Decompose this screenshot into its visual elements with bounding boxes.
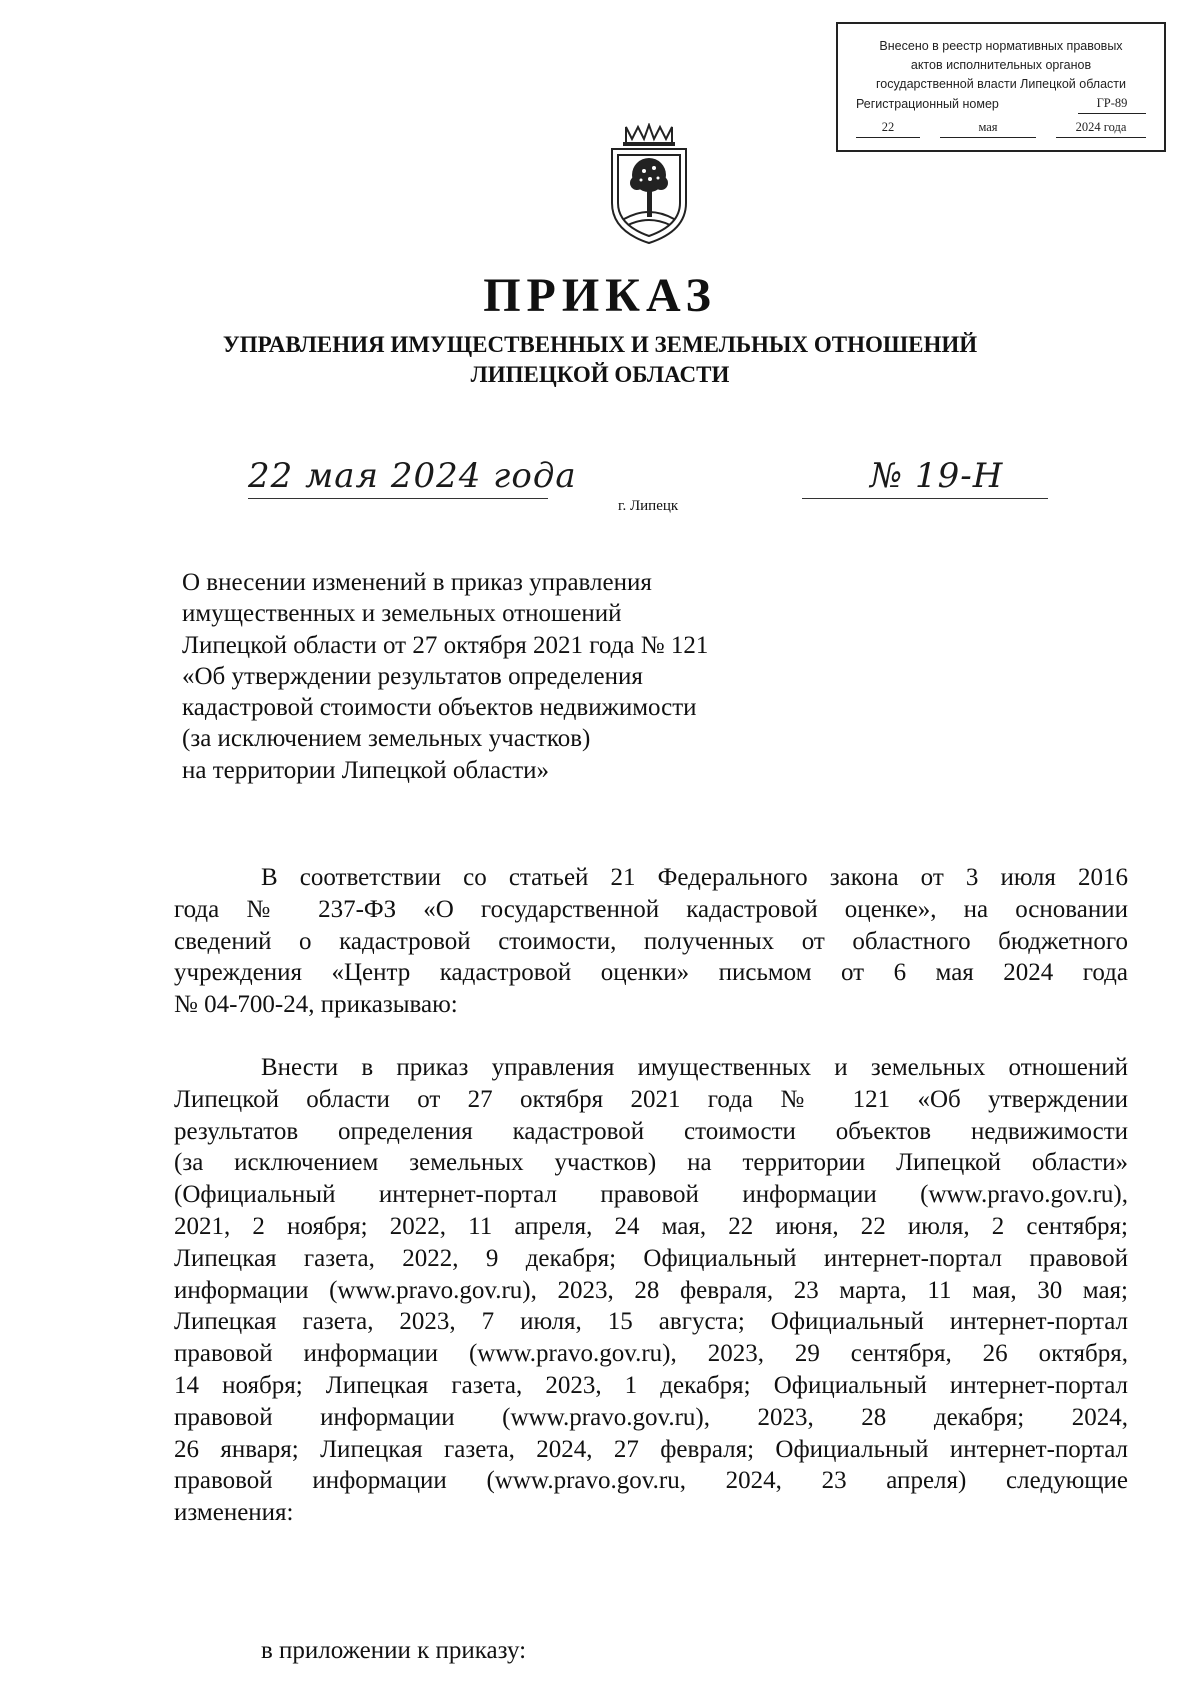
registry-stamp bbox=[836, 22, 1166, 152]
stamp-line-1: Внесено в реестр нормативных правовых bbox=[879, 39, 1123, 53]
paragraph-line: 2021, 2 ноября; 2022, 11 апреля, 24 мая, 22 июня, 22 июля, 2 сентября; bbox=[174, 1212, 1128, 1240]
paragraph-line: Липецкая газета, 2022, 9 декабря; Официальный интернет-портал правовой bbox=[174, 1244, 1128, 1272]
handwritten-date-field bbox=[248, 448, 577, 499]
topic-line: «Об утверждении результатов определения bbox=[182, 662, 643, 690]
stamp-date-row bbox=[846, 118, 1156, 138]
document-title: ПРИКАЗ bbox=[483, 269, 717, 322]
topic-line: на территории Липецкой области» bbox=[182, 756, 549, 784]
topic-line: имущественных и земельных отношений bbox=[182, 600, 622, 628]
paragraph-line: Липецкая газета, 2023, 7 июля, 15 августа; Официальный интернет-портал bbox=[174, 1308, 1128, 1336]
stamp-line-2: актов исполнительных органов bbox=[910, 58, 1092, 72]
stamp-reg-number: ГР-89 bbox=[1078, 94, 1146, 114]
paragraph-line: правовой информации (www.pravo.gov.ru), 2023, 28 декабря; 2024, bbox=[174, 1403, 1128, 1431]
stamp-registration-row bbox=[846, 94, 1156, 114]
stamp-year: 2024 года bbox=[1056, 118, 1146, 138]
paragraph-line: 26 января; Липецкая газета, 2024, 27 февраля; Официальный интернет-портал bbox=[174, 1435, 1128, 1463]
paragraph-line: (за исключением земельных участков) на территории Липецкой области» bbox=[174, 1149, 1128, 1177]
paragraph-line: (Официальный интернет-портал правовой информации (www.pravo.gov.ru), bbox=[174, 1181, 1128, 1209]
paragraph-line: информации (www.pravo.gov.ru), 2023, 28 февраля, 23 марта, 11 мая, 30 мая; bbox=[174, 1276, 1128, 1304]
paragraph-line: изменения: bbox=[174, 1499, 294, 1527]
topic-line: Липецкой области от 27 октября 2021 года № 121 bbox=[182, 631, 709, 659]
paragraph-line: сведений о кадастровой стоимости, полученных от областного бюджетного bbox=[174, 927, 1128, 955]
paragraph-line: 14 ноября; Липецкая газета, 2023, 1 декабря; Официальный интернет-портал bbox=[174, 1371, 1128, 1399]
paragraph-line: правовой информации (www.pravo.gov.ru), 2023, 29 сентября, 26 октября, bbox=[174, 1340, 1128, 1368]
paragraph-basis bbox=[174, 862, 1128, 1021]
handwritten-date: 22 мая 2024 года bbox=[248, 456, 577, 496]
topic-line: (за исключением земельных участков) bbox=[182, 725, 591, 753]
paragraph-line: В соответствии со статьей 21 Федерального закона от 3 июля 2016 bbox=[261, 864, 1128, 891]
stamp-line-3: государственной власти Липецкой области bbox=[875, 77, 1127, 91]
subtitle-line-2: ЛИПЕЦКОЙ ОБЛАСТИ bbox=[470, 362, 730, 387]
stamp-reg-label: Регистрационный номер bbox=[856, 97, 999, 111]
topic-line: О внесении изменений в приказ управления bbox=[182, 569, 652, 596]
subtitle-line-1: УПРАВЛЕНИЯ ИМУЩЕСТВЕННЫХ И ЗЕМЕЛЬНЫХ ОТНОШЕНИЙ bbox=[222, 332, 978, 357]
paragraph-line: Липецкой области от 27 октября 2021 года № 121 «Об утверждении bbox=[174, 1085, 1128, 1113]
paragraph-line: учреждения «Центр кадастровой оценки» письмом от 6 мая 2024 года bbox=[174, 959, 1128, 987]
document-subtitle bbox=[0, 330, 1200, 390]
paragraph-line: правовой информации (www.pravo.gov.ru, 2024, 23 апреля) следующие bbox=[174, 1467, 1128, 1495]
paragraph-amendments bbox=[174, 1052, 1128, 1529]
paragraph-line: результатов определения кадастровой стоимости объектов недвижимости bbox=[174, 1117, 1128, 1145]
city-label: г. Липецк bbox=[618, 498, 679, 514]
paragraph-appendix: в приложении к приказу: bbox=[261, 1637, 527, 1664]
handwritten-number-field bbox=[802, 448, 1048, 499]
paragraph-line: Внести в приказ управления имущественных и земельных отношений bbox=[261, 1054, 1128, 1081]
stamp-day: 22 bbox=[856, 118, 920, 138]
stamp-month: мая bbox=[940, 118, 1036, 138]
coat-of-arms-icon bbox=[604, 123, 694, 245]
topic-line: кадастровой стоимости объектов недвижимости bbox=[182, 694, 697, 722]
handwritten-number: № 19-Н bbox=[870, 456, 1004, 496]
paragraph-line: № 04-700-24, приказываю: bbox=[174, 991, 458, 1019]
paragraph-line: года № 237-ФЗ «О государственной кадастровой оценке», на основании bbox=[174, 895, 1128, 923]
order-topic bbox=[182, 567, 822, 786]
